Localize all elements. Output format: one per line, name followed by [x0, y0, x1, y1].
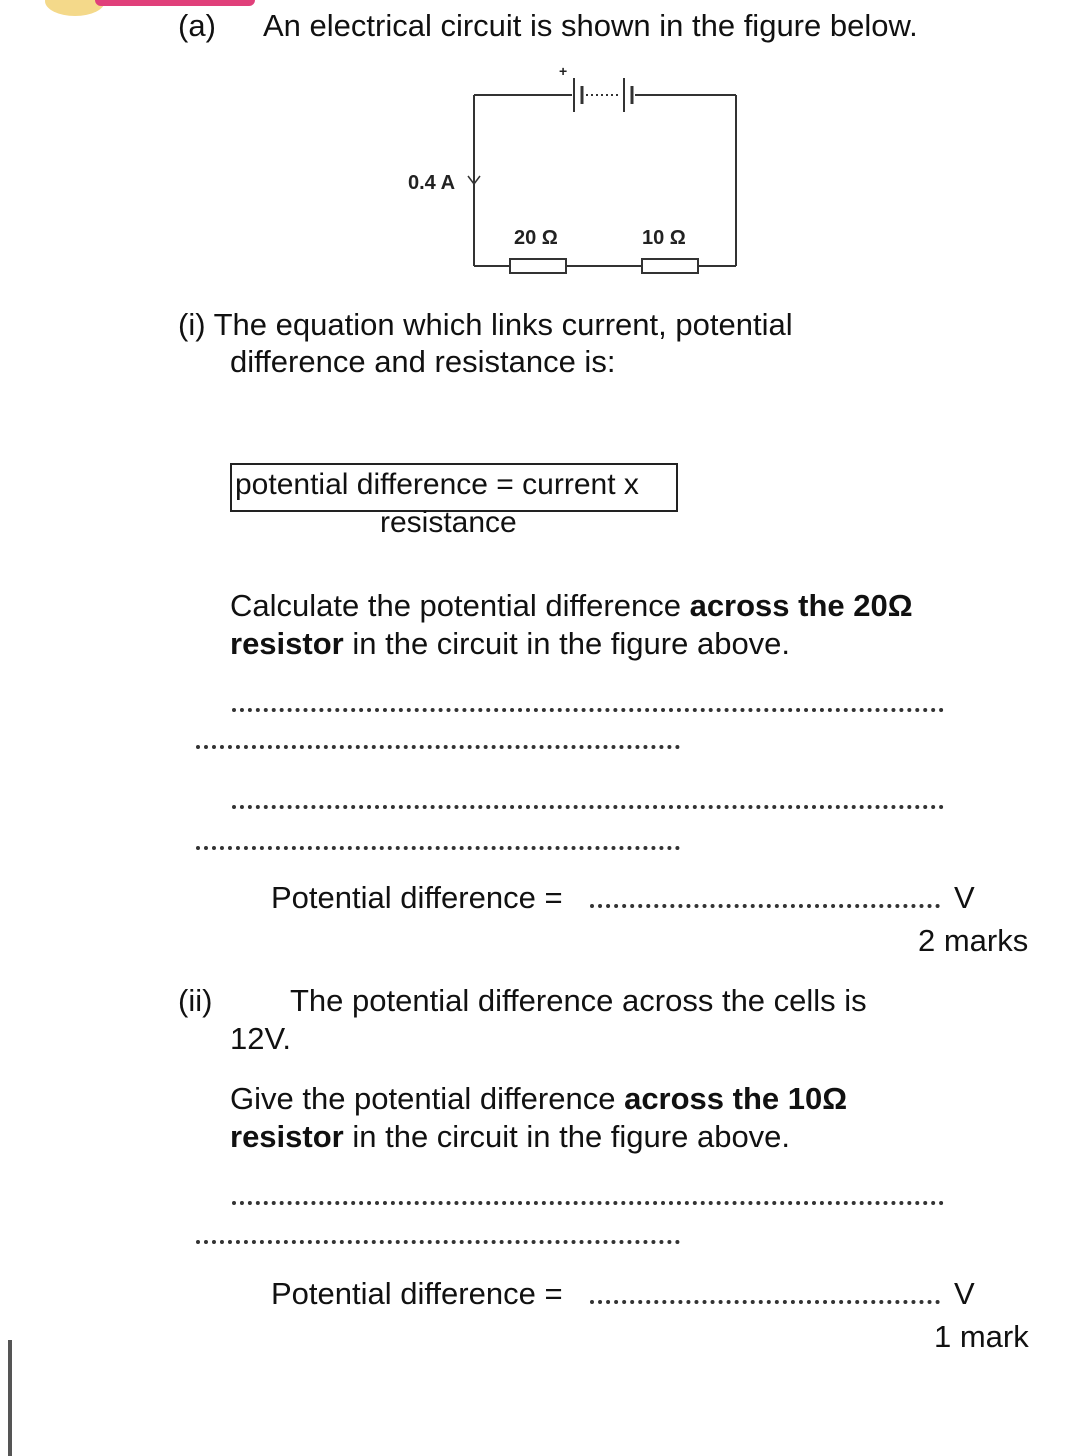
- resistor-20-ohm: [510, 259, 566, 273]
- part-a-label: (a): [178, 8, 216, 43]
- answer-label-ii: Potential difference =: [271, 1276, 563, 1311]
- equation-line2: resistance: [380, 506, 517, 539]
- answer-field-i[interactable]: [590, 904, 940, 908]
- part-ii-line1: The potential difference across the cells is: [290, 983, 867, 1018]
- circuit-diagram: [0, 0, 1080, 290]
- current-label: 0.4 A: [408, 172, 456, 194]
- intro-text: An electrical circuit is shown in the figure below.: [263, 8, 918, 43]
- left-edge-bar: [8, 1340, 12, 1456]
- answer-line-6[interactable]: [196, 1240, 680, 1244]
- question-i-line2: resistor in the circuit in the figure above.: [230, 626, 791, 661]
- unit-ii: V: [954, 1276, 975, 1311]
- marks-ii: 1 mark: [934, 1319, 1029, 1354]
- answer-label-i: Potential difference =: [271, 880, 563, 915]
- unit-i: V: [954, 880, 975, 915]
- part-ii-line2: 12V.: [230, 1021, 291, 1056]
- marks-i: 2 marks: [918, 923, 1029, 958]
- answer-line-1[interactable]: [232, 708, 944, 712]
- battery-plus-sign: +: [559, 63, 568, 79]
- equation-line1: potential difference = current x: [235, 468, 639, 501]
- resistor-10-ohm: [642, 259, 698, 273]
- answer-line-5[interactable]: [232, 1201, 944, 1205]
- answer-field-ii[interactable]: [590, 1300, 940, 1304]
- part-i-line2: difference and resistance is:: [230, 344, 616, 379]
- battery-cells: [574, 78, 632, 112]
- part-i-line1: (i) The equation which links current, potential: [178, 307, 793, 342]
- answer-line-3[interactable]: [232, 805, 944, 809]
- resistor-10-label: 10 Ω: [642, 227, 686, 249]
- resistor-20-label: 20 Ω: [514, 227, 558, 249]
- part-ii-label: (ii): [178, 983, 213, 1018]
- answer-line-4[interactable]: [196, 846, 680, 850]
- question-i-line1: Calculate the potential difference across the 20Ω: [230, 588, 913, 623]
- question-ii-line1: Give the potential difference across the 10Ω: [230, 1081, 848, 1116]
- question-ii-line2: resistor in the circuit in the figure above.: [230, 1119, 791, 1154]
- answer-line-2[interactable]: [196, 745, 680, 749]
